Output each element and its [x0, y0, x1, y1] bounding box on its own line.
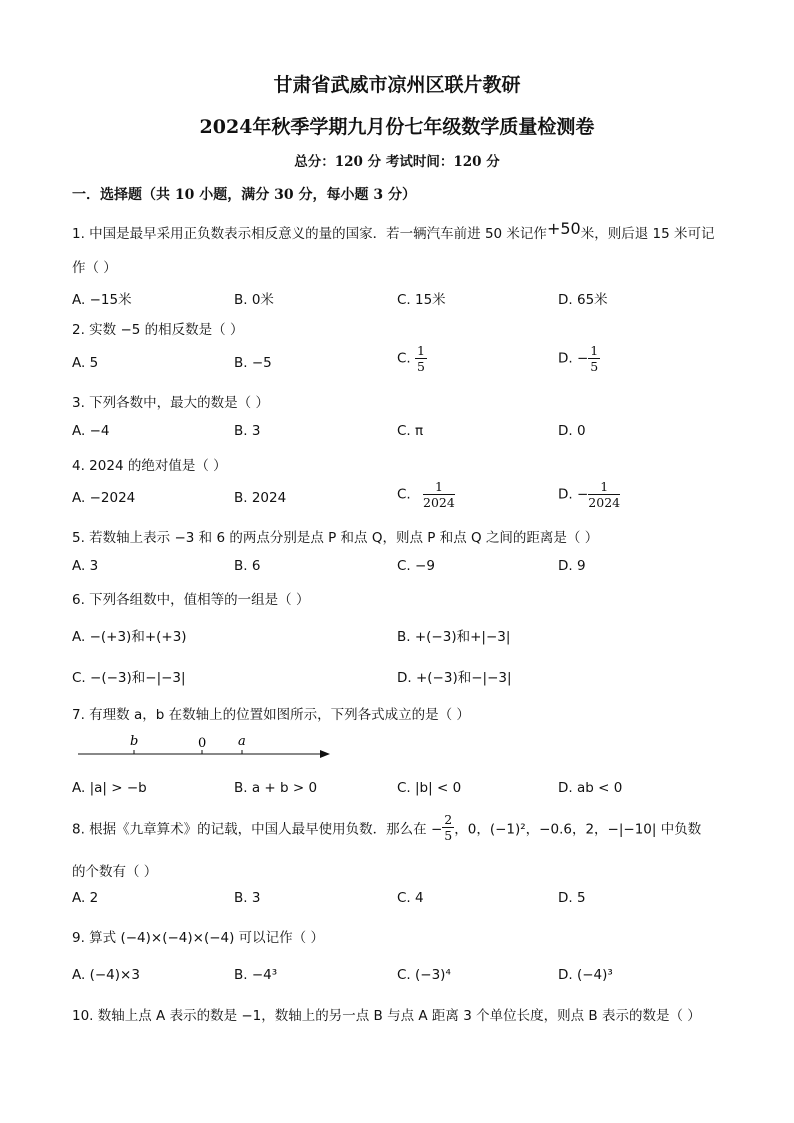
q6-option-a[interactable]: A. −(+3)和+(+3) [72, 629, 187, 645]
q8-text-b: ，0，(−1)²，−0.6，2，−|−10| 中负数 [454, 821, 702, 838]
q2-option-d-label: D. − [558, 350, 589, 367]
q5-option-c[interactable]: C. −9 [397, 558, 435, 574]
q2-option-d-fraction: $\frac{1}{5}$ [590, 343, 599, 374]
section-heading: 一．选择题（共 10 小题，满分 30 分，每小题 3 分） [72, 187, 416, 203]
q3-option-b[interactable]: B. 3 [234, 423, 261, 439]
q8-text-a: 8. 根据《九章算术》的记载，中国人最早使用负数．那么在 − [72, 821, 443, 838]
q8-fraction: $\frac{2}{5}$ [444, 812, 453, 843]
question-5-stem: 5. 若数轴上表示 −3 和 6 的两点分别是点 P 和点 Q，则点 P 和点 Q 之间的距离是（ ） [72, 530, 599, 546]
q1-option-c[interactable]: C. 15米 [397, 292, 446, 308]
question-1-stem [72, 219, 715, 242]
label-a: a [238, 734, 246, 749]
question-4-stem: 4. 2024 的绝对值是（ ） [72, 458, 227, 474]
q1-option-b[interactable]: B. 0米 [234, 292, 274, 308]
q6-option-d[interactable]: D. +(−3)和−|−3| [397, 670, 512, 686]
q2-option-c-label: C. [397, 350, 411, 367]
q4-option-c-fraction: $\frac{1}{2024}$ [423, 479, 455, 510]
q8-option-a[interactable]: A. 2 [72, 890, 99, 906]
number-line-arrow [320, 750, 330, 758]
label-b: b [130, 734, 139, 749]
q1-math: +50 [546, 219, 581, 238]
question-1-stem-line2: 作（ ） [72, 260, 117, 276]
q2-option-d[interactable] [558, 343, 600, 374]
q8-option-c[interactable]: C. 4 [397, 890, 424, 906]
q8-option-d[interactable]: D. 5 [558, 890, 586, 906]
q3-option-c[interactable]: C. π [397, 423, 424, 439]
question-6-stem: 6. 下列各组数中，值相等的一组是（ ） [72, 592, 310, 608]
q4-option-b[interactable]: B. 2024 [234, 490, 287, 506]
q6-option-b[interactable]: B. +(−3)和+|−3| [397, 629, 511, 645]
q7-option-d[interactable]: D. ab < 0 [558, 780, 623, 796]
exam-subtitle: 总分：120 分 考试时间：120 分 [294, 154, 500, 170]
q4-option-d[interactable] [558, 479, 620, 510]
q9-option-b[interactable]: B. −4³ [234, 967, 278, 983]
q5-option-a[interactable]: A. 3 [72, 558, 99, 574]
question-7-stem: 7. 有理数 a，b 在数轴上的位置如图所示，下列各式成立的是（ ） [72, 707, 470, 723]
q2-option-a[interactable]: A. 5 [72, 355, 99, 371]
exam-title-line1: 甘肃省武威市凉州区联片教研 [273, 74, 521, 96]
q2-option-c[interactable] [397, 343, 427, 374]
number-line-figure [72, 730, 334, 762]
question-9-stem: 9. 算式 (−4)×(−4)×(−4) 可以记作（ ） [72, 930, 324, 946]
q1-option-a[interactable]: A. −15米 [72, 292, 132, 308]
q4-option-c[interactable] [397, 479, 455, 510]
q9-option-d[interactable]: D. (−4)³ [558, 967, 613, 983]
q7-option-a[interactable]: A. |a| > −b [72, 780, 147, 796]
q1-option-d[interactable]: D. 65米 [558, 292, 608, 308]
q9-option-a[interactable]: A. (−4)×3 [72, 967, 140, 983]
q9-option-c[interactable]: C. (−3)⁴ [397, 967, 451, 983]
question-2-stem: 2. 实数 −5 的相反数是（ ） [72, 322, 244, 338]
q7-option-b[interactable]: B. a + b > 0 [234, 780, 318, 796]
q5-option-d[interactable]: D. 9 [558, 558, 586, 574]
q3-option-d[interactable]: D. 0 [558, 423, 586, 439]
question-8-stem [72, 812, 701, 843]
q3-option-a[interactable]: A. −4 [72, 423, 110, 439]
q2-option-b[interactable]: B. −5 [234, 355, 272, 371]
q8-option-b[interactable]: B. 3 [234, 890, 261, 906]
q1-text-a: 1. 中国是最早采用正负数表示相反意义的量的国家．若一辆汽车前进 50 米记作 [72, 226, 547, 242]
q4-option-c-label: C. [397, 486, 411, 503]
label-zero: 0 [198, 736, 207, 751]
q6-option-c[interactable]: C. −(−3)和−|−3| [72, 670, 186, 686]
question-3-stem: 3. 下列各数中，最大的数是（ ） [72, 395, 269, 411]
question-10-stem: 10. 数轴上点 A 表示的数是 −1，数轴上的另一点 B 与点 A 距离 3 个单位长度，则点 B 表示的数是（ ） [72, 1008, 701, 1024]
q4-option-d-fraction: $\frac{1}{2024}$ [588, 479, 621, 510]
q1-text-b: 米，则后退 15 米可记 [580, 226, 715, 242]
q5-option-b[interactable]: B. 6 [234, 558, 261, 574]
q7-option-c[interactable]: C. |b| < 0 [397, 780, 462, 796]
exam-title-line2: 2024年秋季学期九月份七年级数学质量检测卷 [199, 116, 595, 138]
q4-option-d-label: D. − [558, 486, 589, 503]
q2-option-c-fraction: $\frac{1}{5}$ [417, 343, 425, 374]
q4-option-a[interactable]: A. −2024 [72, 490, 136, 506]
question-8-stem-line2: 的个数有（ ） [72, 864, 158, 880]
